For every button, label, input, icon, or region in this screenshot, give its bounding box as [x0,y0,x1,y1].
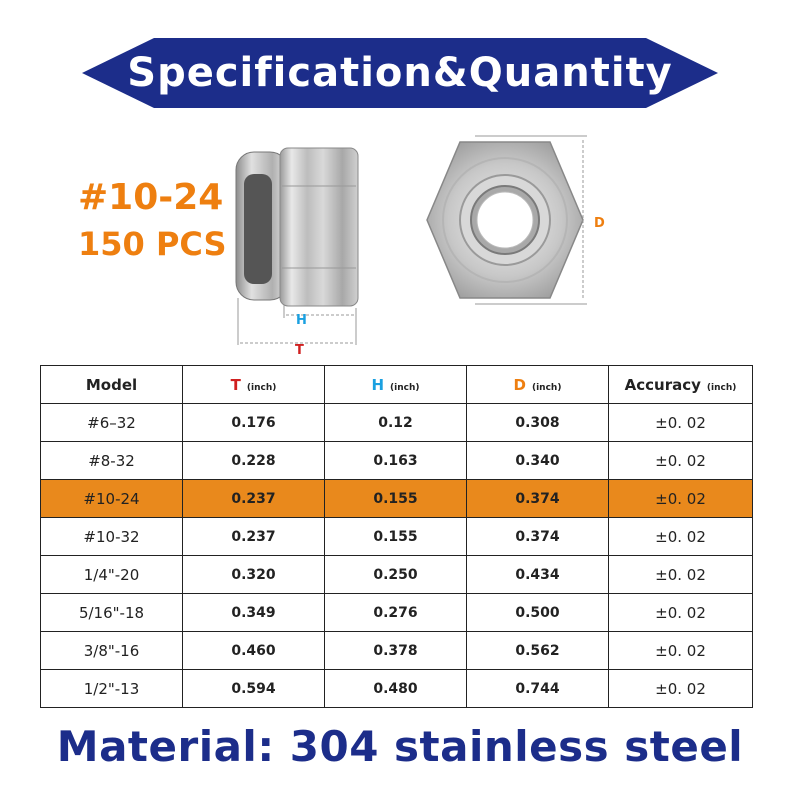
cell-d: 0.374 [467,480,609,518]
header-h-unit: (inch) [390,382,420,393]
cell-d: 0.308 [467,404,609,442]
cell-t: 0.237 [183,480,325,518]
header-h-letter: H [371,375,385,394]
cell-d: 0.744 [467,670,609,708]
cell-t: 0.228 [183,442,325,480]
cell-model: #10-24 [41,480,183,518]
cell-h: 0.378 [325,632,467,670]
header-h [325,366,467,404]
cell-h: 0.276 [325,594,467,632]
table-row [41,594,753,632]
header-accuracy-label: Accuracy [624,375,701,394]
cell-d: 0.434 [467,556,609,594]
nut-side-view-image [222,140,372,365]
cell-h: 0.155 [325,518,467,556]
table-row [41,632,753,670]
nut-front-view-image [405,130,615,310]
cell-model: #6–32 [41,404,183,442]
table-row-highlighted [41,480,753,518]
cell-model: 5/16"-18 [41,594,183,632]
cell-model: 3/8"-16 [41,632,183,670]
cell-h: 0.12 [325,404,467,442]
spec-quantity: 150 PCS [78,225,227,263]
cell-accuracy: ±0. 02 [609,480,753,518]
header-d [467,366,609,404]
cell-t: 0.176 [183,404,325,442]
table-row [41,404,753,442]
cell-t: 0.460 [183,632,325,670]
dimension-label-t: T [295,343,304,358]
header-model [41,366,183,404]
cell-accuracy: ±0. 02 [609,442,753,480]
cell-h: 0.155 [325,480,467,518]
cell-accuracy: ±0. 02 [609,556,753,594]
cell-model: #8-32 [41,442,183,480]
header-d-unit: (inch) [531,382,562,393]
cell-t: 0.320 [183,556,325,594]
cell-h: 0.250 [325,556,467,594]
cell-h: 0.480 [325,670,467,708]
header-t-letter: T [230,375,241,394]
header-t-unit: (inch) [246,382,277,393]
cell-accuracy: ±0. 02 [609,518,753,556]
spec-table [40,365,753,708]
table-row [41,670,753,708]
cell-accuracy: ±0. 02 [609,594,753,632]
cell-h: 0.163 [325,442,467,480]
material-caption: Material: 304 stainless steel [56,722,744,771]
header-accuracy [609,366,753,404]
cell-t: 0.349 [183,594,325,632]
table-row [41,518,753,556]
cell-model: 1/4"-20 [41,556,183,594]
cell-model: 1/2"-13 [41,670,183,708]
cell-d: 0.374 [467,518,609,556]
table-row [41,556,753,594]
spec-size: #10-24 [78,177,224,218]
table-row [41,442,753,480]
cell-accuracy: ±0. 02 [609,404,753,442]
dimension-label-h: H [296,313,307,328]
cell-model: #10-32 [41,518,183,556]
header-t [183,366,325,404]
cell-d: 0.562 [467,632,609,670]
cell-d: 0.500 [467,594,609,632]
cell-t: 0.237 [183,518,325,556]
table-header-row [41,366,753,404]
cell-d: 0.340 [467,442,609,480]
dimension-label-d: D [594,216,605,231]
cell-accuracy: ±0. 02 [609,632,753,670]
header-accuracy-unit: (inch) [706,382,737,393]
cell-accuracy: ±0. 02 [609,670,753,708]
banner-title: Specification&Quantity [127,50,673,96]
header-d-letter: D [513,375,526,394]
cell-t: 0.594 [183,670,325,708]
header-model-label: Model [85,375,138,394]
